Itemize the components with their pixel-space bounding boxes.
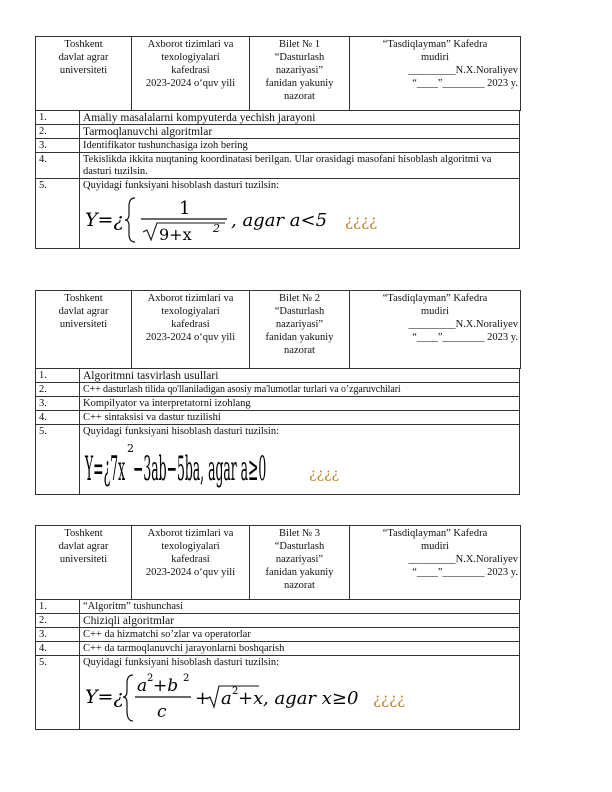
formula-exponent: 2 xyxy=(183,673,190,684)
question-cell xyxy=(80,425,520,495)
question-text: C++ da tarmoqlanuvchi jarayonlarni boshqarish xyxy=(80,642,520,656)
formula xyxy=(83,669,423,725)
formula-numerator-a: a xyxy=(137,676,148,696)
question-row xyxy=(36,411,520,425)
question-number: 4. xyxy=(36,642,80,656)
formula-numerator-b: +b xyxy=(153,676,179,696)
question-number: 2. xyxy=(36,614,80,628)
formula-condition: , agar x≥0 xyxy=(263,688,359,709)
department-cell: Axborot tizimlari va texologiyalari kafedrasi 2023-2024 o‘quv yili xyxy=(132,291,250,369)
question-text: Tarmoqlanuvchi algoritmlar xyxy=(80,125,520,139)
question-row xyxy=(36,600,520,614)
question-text: Amaliy masalalarni kompyuterda yechish jarayoni xyxy=(80,111,520,125)
question-row xyxy=(36,179,520,249)
ticket-number-cell: Bilet № 1 “Dasturlash nazariyasi” fanidan yakuniy nazorat xyxy=(250,37,350,111)
formula-artifact: ¿¿¿¿ xyxy=(373,690,406,708)
question-number: 4. xyxy=(36,411,80,425)
question-row xyxy=(36,125,520,139)
question-text: Chiziqli algoritmlar xyxy=(80,614,520,628)
question-number: 1. xyxy=(36,369,80,383)
ticket-header xyxy=(35,525,521,600)
question-text: Quyidagi funksiyani hisoblash dasturi tuzilsin: xyxy=(83,657,279,668)
question-number: 1. xyxy=(36,600,80,614)
ticket-number-cell: Bilet № 3 “Dasturlash nazariyasi” fanidan yakuniy nazorat xyxy=(250,526,350,600)
approval-cell: “Tasdiqlayman” Kafedra mudiri _________N.X.Noraliyev “____”________ 2023 y. xyxy=(350,37,521,111)
ticket-1 xyxy=(35,36,520,249)
university-cell: Toshkent davlat agrar universiteti xyxy=(36,37,132,111)
question-text: C++ sintaksisi va dastur tuzilishi xyxy=(80,411,520,425)
question-row xyxy=(36,383,520,397)
department-cell: Axborot tizimlari va texologiyalari kafedrasi 2023-2024 o‘quv yili xyxy=(132,37,250,111)
question-row xyxy=(36,656,520,730)
question-number: 5. xyxy=(36,425,80,495)
open-brace xyxy=(125,198,135,242)
question-list xyxy=(35,110,520,249)
ticket-header xyxy=(35,290,521,369)
formula xyxy=(83,438,413,490)
question-number: 3. xyxy=(36,397,80,411)
formula-radicand: a xyxy=(221,688,232,709)
question-text: “Algoritm” tushunchasi xyxy=(80,600,520,614)
question-text: Kompilyator va interpretatorni izohlang xyxy=(80,397,520,411)
question-row xyxy=(36,397,520,411)
question-row xyxy=(36,153,520,179)
question-number: 3. xyxy=(36,628,80,642)
question-row xyxy=(36,111,520,125)
question-cell xyxy=(80,179,520,249)
formula-condition: , agar a<5 xyxy=(231,210,328,231)
question-text: C++ da hizmatchi so’zlar va operatorlar xyxy=(80,628,520,642)
ticket-2 xyxy=(35,290,520,495)
question-text: Algoritmni tasvirlash usullari xyxy=(80,369,520,383)
ticket-3 xyxy=(35,525,520,730)
question-row xyxy=(36,369,520,383)
formula-artifact: ¿¿¿¿ xyxy=(309,466,340,482)
question-row xyxy=(36,139,520,153)
formula-numerator: 1 xyxy=(179,198,191,219)
question-text: Quyidagi funksiyani hisoblash dasturi tuzilsin: xyxy=(83,180,279,191)
open-brace xyxy=(123,675,133,721)
question-text: Identifikator tushunchasiga izoh bering xyxy=(80,139,520,153)
question-number: 1. xyxy=(36,111,80,125)
question-row xyxy=(36,425,520,495)
university-cell: Toshkent davlat agrar universiteti xyxy=(36,526,132,600)
formula-exponent: 2 xyxy=(127,442,134,455)
formula-rest: −3ab−5ba, agar a≥0 xyxy=(133,449,267,490)
formula-exponent: 2 xyxy=(147,673,154,684)
approval-cell: “Tasdiqlayman” Kafedra mudiri _________N.X.Noraliyev “____”________ 2023 y. xyxy=(350,526,521,600)
question-text: Quyidagi funksiyani hisoblash dasturi tuzilsin: xyxy=(83,426,279,437)
approval-cell: “Tasdiqlayman” Kafedra mudiri _________N.X.Noraliyev “____”________ 2023 y. xyxy=(350,291,521,369)
question-number: 4. xyxy=(36,153,80,179)
formula xyxy=(83,192,413,244)
formula-artifact: ¿¿¿¿ xyxy=(345,212,378,230)
formula-text: Y=¿7x xyxy=(85,449,126,490)
formula-exponent: 2 xyxy=(232,686,239,697)
formula-lhs: Y=¿ xyxy=(85,209,124,231)
question-row xyxy=(36,642,520,656)
question-row xyxy=(36,628,520,642)
ticket-header xyxy=(35,36,521,111)
department-cell: Axborot tizimlari va texologiyalari kafedrasi 2023-2024 o‘quv yili xyxy=(132,526,250,600)
formula-plus: + xyxy=(195,688,211,709)
question-text: Tekislikda ikkita nuqtaning koordinatasi berilgan. Ular orasidagi masofani hisoblash algoritmi va dasturi tuzilsin. xyxy=(80,153,520,179)
question-list xyxy=(35,599,520,730)
formula-exponent: 2 xyxy=(213,222,220,235)
ticket-number-cell: Bilet № 2 “Dasturlash nazariyasi” fanidan yakuniy nazorat xyxy=(250,291,350,369)
question-cell xyxy=(80,656,520,730)
formula-lhs: Y=¿ xyxy=(85,686,124,708)
university-cell: Toshkent davlat agrar universiteti xyxy=(36,291,132,369)
question-number: 5. xyxy=(36,656,80,730)
formula-radicand: 9+x xyxy=(159,225,192,244)
question-number: 5. xyxy=(36,179,80,249)
question-number: 2. xyxy=(36,125,80,139)
question-number: 3. xyxy=(36,139,80,153)
question-number: 2. xyxy=(36,383,80,397)
question-row xyxy=(36,614,520,628)
formula-denominator: c xyxy=(157,702,167,722)
question-text: C++ dasturlash tilida qo'llaniladigan asosiy ma'lumotlar turlari va o’zgaruvchilari xyxy=(80,383,520,397)
formula-radicand-rest: +x xyxy=(238,688,264,709)
question-list xyxy=(35,368,520,495)
